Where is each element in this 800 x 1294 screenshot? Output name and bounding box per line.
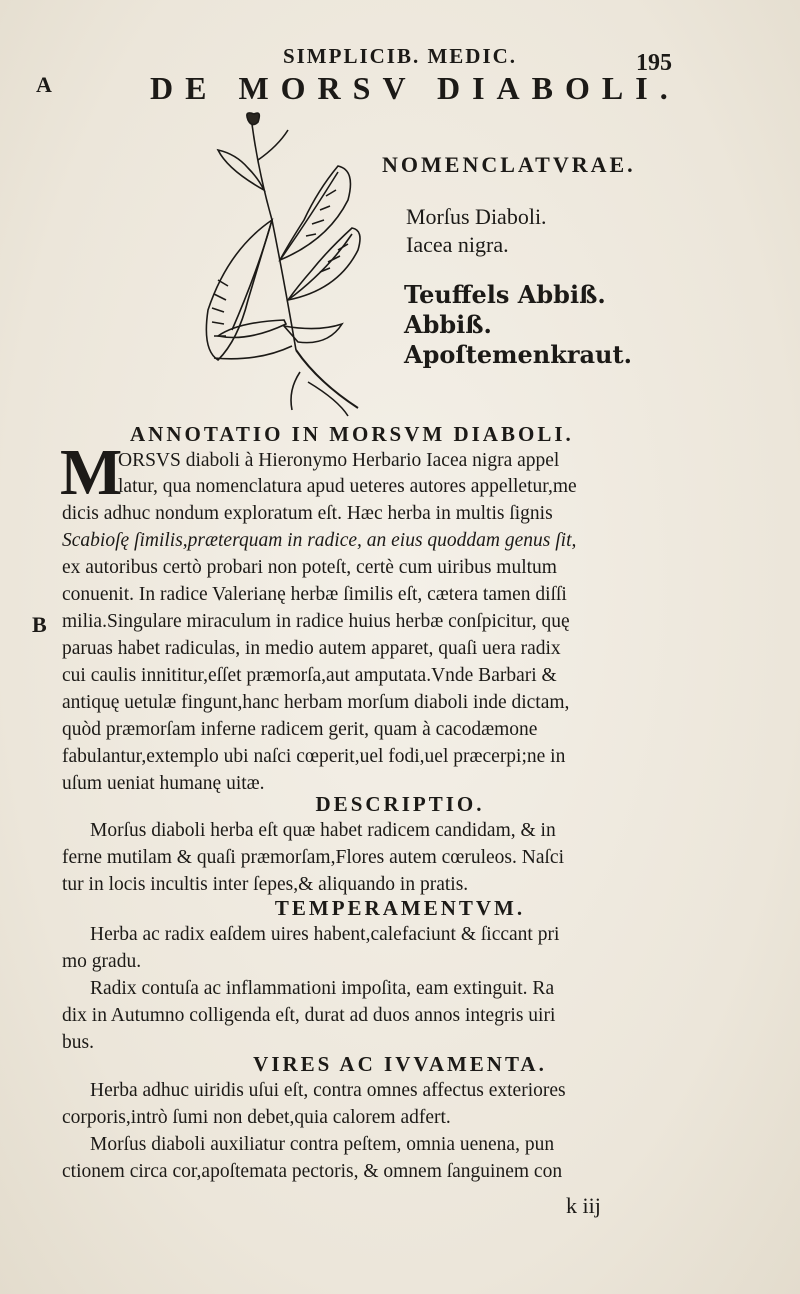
text-line: conuenit. In radice Valerianę herbæ ſimilis eſt, cætera tamen diſſi — [62, 584, 567, 605]
text-line: ctionem circa cor,apoſtemata pectoris, & omnem ſanguinem con — [62, 1161, 563, 1182]
text-line: bus. — [62, 1032, 94, 1053]
temperamentum-heading: TEMPERAMENTVM. — [274, 896, 526, 920]
vires-heading: VIRES AC IVVAMENTA. — [253, 1052, 547, 1076]
text-line: ferne mutilam & quaſi præmorſam,Flores autem cœruleos. Naſci — [62, 847, 564, 868]
signature-mark: k iij — [566, 1193, 601, 1218]
text-line: Morſus diaboli auxiliatur contra peſtem, omnia uenena, pun — [90, 1134, 555, 1155]
drop-cap: M — [60, 436, 123, 509]
german-name: Apoſtemenkraut. — [404, 340, 632, 369]
german-name: Abbiß. — [404, 310, 492, 339]
latin-name: Iacea nigra. — [406, 232, 509, 257]
text-line: Morſus diaboli herba eſt quæ habet radicem candidam, & in — [90, 820, 556, 841]
text-line: corporis,intrò ſumi non debet,quia calorem adfert. — [62, 1107, 451, 1128]
text-line: milia.Singulare miraculum in radice huius herbæ conſpicitur, quę — [62, 611, 570, 632]
german-name: Teuffels Abbiß. — [404, 280, 606, 309]
text-line: Herba ac radix eaſdem uires habent,calefaciunt & ſiccant pri — [90, 924, 560, 945]
latin-name: Morſus Diaboli. — [406, 204, 547, 229]
text-line: fabulantur,extemplo ubi naſci cœperit,uel fodi,uel præcerpi;ne in — [62, 746, 566, 767]
text-line: uſum ueniat humanę uitæ. — [62, 773, 265, 794]
text-line: quòd præmorſam inferne radicem gerit, quam à cacodæmone — [62, 719, 538, 740]
text-line: Scabioſę ſimilis,præterquam in radice, an eius quoddam genus ſit, — [62, 530, 577, 551]
chapter-title: DE MORSV DIABOLI. — [150, 70, 680, 106]
text-line: cui caulis innititur,eſſet præmorſa,aut amputata.Vnde Barbari & — [62, 665, 557, 686]
text-line: paruas habet radiculas, in medio autem apparet, quaſi uera radix — [62, 638, 561, 659]
text-line: tur in locis incultis inter ſepes,& aliquando in pratis. — [62, 874, 469, 895]
descriptio-heading: DESCRIPTIO. — [315, 792, 485, 816]
text-line: Herba adhuc uiridis uſui eſt, contra omnes affectus exteriores — [90, 1080, 566, 1101]
text-line: ex autoribus certò probari non poteſt, certè cum uiribus multum — [62, 557, 557, 578]
page-number: 195 — [636, 50, 672, 76]
text-line: latur, qua nomenclatura apud ueteres autores appelletur,me — [118, 476, 577, 497]
margin-mark-a: A — [36, 72, 52, 97]
plant-woodcut-illustration — [188, 110, 368, 420]
text-line: ORSVS diaboli à Hieronymo Herbario Iacea nigra appel — [118, 450, 560, 471]
running-head: SIMPLICIB. MEDIC. — [282, 44, 518, 68]
text-line: antiquę uetulæ fingunt,hanc herbam morſum diaboli inde dictam, — [62, 692, 570, 713]
annotatio-heading: ANNOTATIO IN MORSVM DIABOLI. — [130, 422, 574, 446]
text-line: dix in Autumno colligenda eſt, durat ad duos annos integris uiri — [62, 1005, 556, 1026]
text-line: Radix contuſa ac inflammationi impoſita, eam extinguit. Ra — [90, 978, 555, 999]
text-line: dicis adhuc nondum exploratum eſt. Hæc herba in multis ſignis — [62, 503, 553, 524]
margin-mark-b: B — [32, 612, 47, 637]
nomenclature-heading: NOMENCLATVRAE. — [382, 152, 636, 177]
text-line: mo gradu. — [62, 951, 142, 972]
